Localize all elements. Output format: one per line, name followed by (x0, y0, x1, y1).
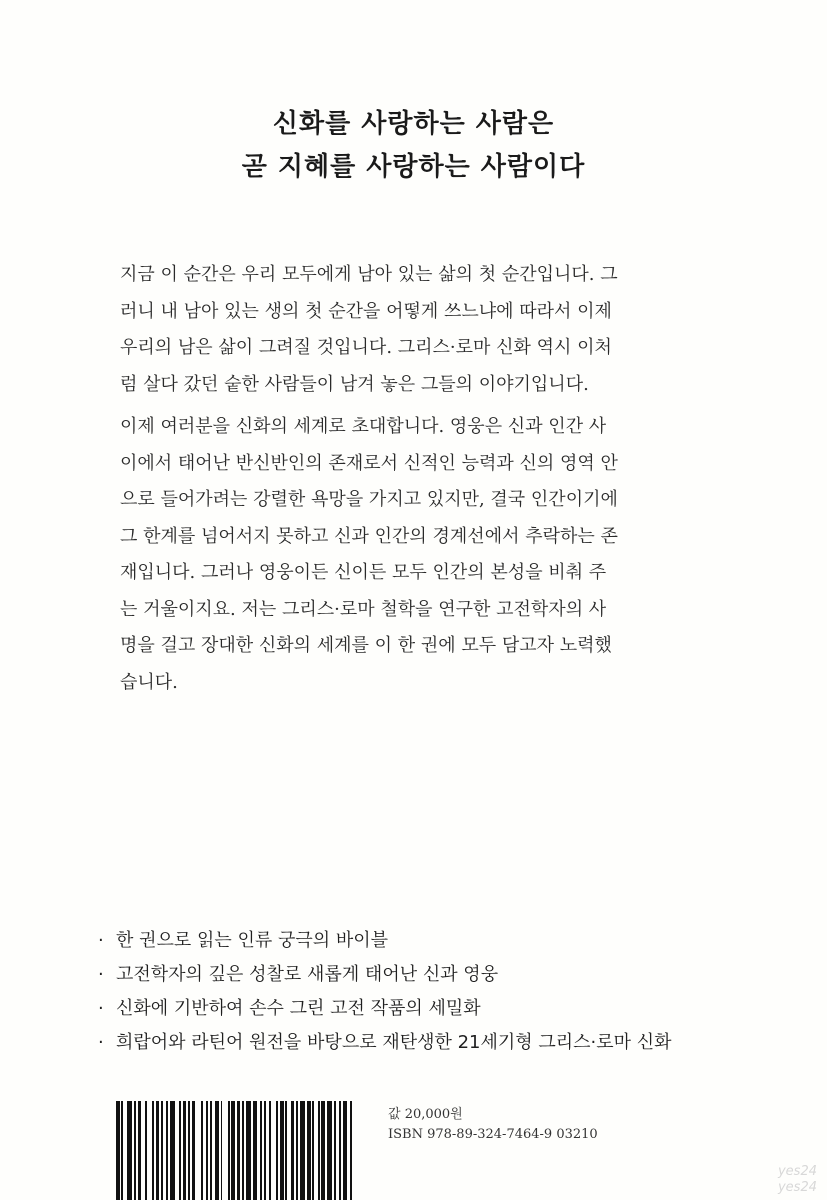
feature-item (98, 992, 758, 1026)
isbn-number: ISBN 978-89-324-7464-9 03210 (388, 1127, 598, 1142)
paragraph-line: 지금 이 순간은 우리 모두에게 남아 있는 삶의 첫 순간입니다. 그 (120, 264, 618, 285)
bullet-marker: · (98, 964, 104, 985)
headline-line-1: 신화를 사랑하는 사람은 (272, 109, 555, 139)
paragraph-line: 이에서 태어난 반신반인의 존재로서 신적인 능력과 신의 영역 안 (120, 452, 618, 474)
body-text (120, 257, 720, 707)
paragraph-line: 그 한계를 넘어서지 못하고 신과 인간의 경계선에서 추락하는 존 (120, 525, 618, 547)
feature-text: 신화에 기반하여 손수 그린 고전 작품의 세밀화 (116, 998, 481, 1019)
watermark (778, 1164, 817, 1196)
paragraph-line: 럼 살다 갔던 숱한 사람들이 남겨 놓은 그들의 이야기입니다. (120, 373, 589, 395)
paragraph-line: 이제 여러분을 신화의 세계로 초대합니다. 영웅은 신과 인간 사 (120, 416, 607, 437)
headline (0, 103, 827, 189)
feature-item (98, 958, 758, 992)
paragraph-line: 재입니다. 그러나 영웅이든 신이든 모두 인간의 본성을 비춰 주 (120, 562, 607, 583)
bullet-marker: · (98, 1032, 104, 1053)
feature-item (98, 924, 758, 958)
watermark-line: yes24 (777, 1164, 817, 1179)
paragraph-line: 우리의 남은 삶이 그려질 것입니다. 그리스·로마 신화 역시 이처 (120, 337, 612, 358)
price-label: 값 20,000원 (388, 1107, 463, 1122)
paragraph-line: 습니다. (120, 671, 178, 693)
watermark-line: yes24 (777, 1180, 817, 1195)
bullet-marker: · (98, 998, 104, 1019)
paragraph-line: 는 거울이지요. 저는 그리스·로마 철학을 연구한 고전학자의 사 (120, 598, 607, 620)
barcode (116, 1101, 355, 1200)
paragraph-1 (120, 257, 720, 403)
price-info (388, 1105, 598, 1145)
feature-item (98, 1026, 758, 1060)
paragraph-line: 명을 걸고 장대한 신화의 세계를 이 한 권에 모두 담고자 노력했 (120, 635, 612, 656)
barcode-gap (352, 1101, 354, 1200)
paragraph-2 (120, 409, 720, 701)
bullet-marker: · (98, 930, 104, 951)
paragraph-line: 러니 내 남아 있는 생의 첫 순간을 어떻게 쓰느냐에 따라서 이제 (120, 300, 612, 322)
headline-line-2: 곧 지혜를 사랑하는 사람이다 (241, 152, 586, 182)
feature-text: 희랍어와 라틴어 원전을 바탕으로 재탄생한 21세기형 그리스·로마 신화 (116, 1032, 672, 1053)
feature-text: 고전학자의 깊은 성찰로 새롭게 태어난 신과 영웅 (116, 964, 499, 985)
feature-list (98, 924, 758, 1060)
feature-text: 한 권으로 읽는 인류 궁극의 바이블 (116, 930, 389, 951)
paragraph-line: 으로 들어가려는 강렬한 욕망을 가지고 있지만, 결국 인간이기에 (120, 489, 618, 510)
